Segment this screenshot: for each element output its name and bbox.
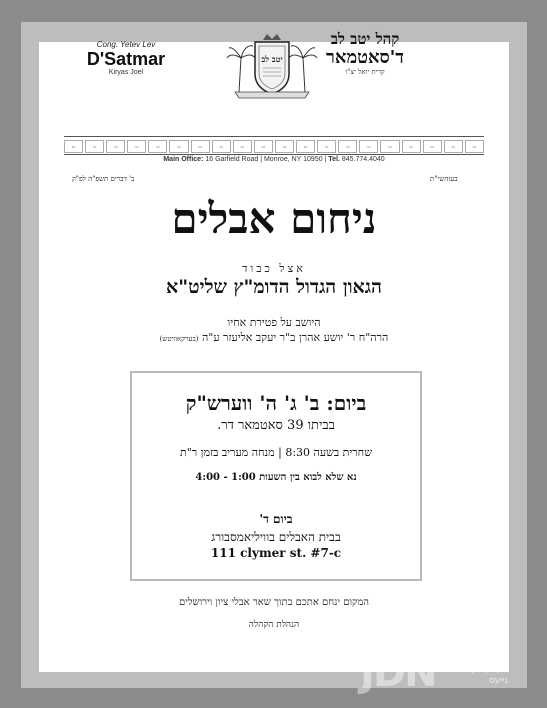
department-cell: ▭ — [85, 140, 104, 153]
office-tel: 845.774.4040 — [339, 156, 385, 163]
hebrew-date: ב' דברים תשפ"ה לפ"ק — [72, 175, 135, 183]
emblem-text: יטב לב — [261, 54, 283, 64]
office-address: 16 Garfield Road | Monroe, NY 10950 | — [203, 156, 329, 163]
department-cell: ▭ — [106, 140, 125, 153]
gaon-name: הגאון הגדול הדומ"ץ שליט"א — [166, 276, 382, 298]
header-rule-bottom — [64, 154, 484, 155]
jdn-tagline: אידיש טעלעפאן נייעס — [471, 654, 508, 686]
days-line: ביום: ב' ג' ה' ווערש"ק — [185, 391, 367, 415]
williamsburg-address: 111 clymer st. #7-c — [210, 546, 342, 560]
department-cell: ▭ — [254, 140, 273, 153]
tel-label: Tel. — [328, 156, 340, 163]
office-label: Main Office: — [163, 156, 204, 163]
congregation-label: Cong. Yetev Lev — [96, 40, 156, 49]
hanhala-signature: הנהלת הקהלה — [248, 620, 300, 630]
kiryas-yoel-hebrew: קרית יואל יצ"ו — [345, 68, 385, 76]
department-cell: ▭ — [127, 140, 146, 153]
hamakom-blessing: המקום ינחם אתכם בתוך שאר אבלי ציון וירושלים — [178, 597, 370, 608]
dsatmar-hebrew: ד'סאטמאר — [326, 47, 404, 68]
jdn-logo: JDN — [360, 650, 436, 696]
niftar-name: הרה"ח ר' יושע אהרן ב"ר יעקב אליעזר ע"ה — [201, 331, 389, 344]
department-cell: ▭ — [465, 140, 484, 153]
etzel-kavod: אצל כבוד — [242, 262, 306, 275]
department-cell: ▭ — [233, 140, 252, 153]
department-cell: ▭ — [212, 140, 231, 153]
notice-title: ניחום אבלים — [171, 194, 377, 243]
main-office-line — [64, 156, 484, 163]
department-cell: ▭ — [380, 140, 399, 153]
williamsburg-line: בבית האבלים בוויליאמסבורג — [211, 530, 341, 544]
department-cell: ▭ — [444, 140, 463, 153]
department-cell: ▭ — [191, 140, 210, 153]
niftar-family: (בערקאוויטש) — [159, 335, 199, 343]
department-cell: ▭ — [317, 140, 336, 153]
location-line: בביתו 39 סאטמאר דר. — [217, 418, 335, 433]
header-hebrew-block — [300, 30, 430, 76]
department-cell: ▭ — [148, 140, 167, 153]
department-cell: ▭ — [359, 140, 378, 153]
department-cell: ▭ — [402, 140, 421, 153]
prayer-times: שחרית בשעה 8:30 | מנחה מעריב בזמן ר"ת — [180, 446, 372, 459]
no-visit-hours: נא שלא לבוא בין השעות 1:00 - 4:00 — [195, 472, 357, 483]
yoshev-line: היושב על פטירת אחיו — [227, 316, 321, 329]
kiryas-joel-label: Kiryas Joel — [108, 69, 144, 76]
department-cell: ▭ — [169, 140, 188, 153]
departments-strip — [64, 140, 484, 153]
niftar-line — [60, 331, 488, 344]
besiyata-dishmaya: בעזהשי"ת — [430, 175, 458, 183]
department-cell: ▭ — [275, 140, 294, 153]
department-cell: ▭ — [64, 140, 83, 153]
department-cell: ▭ — [296, 140, 315, 153]
department-cell: ▭ — [338, 140, 357, 153]
header-rule-top — [64, 136, 484, 137]
wednesday-heading: ביום ד' — [259, 512, 293, 526]
kahal-yetev-lev: קהל יטב לב — [330, 30, 400, 48]
department-cell: ▭ — [423, 140, 442, 153]
satmar-title: D'Satmar — [86, 49, 166, 69]
jdn-watermark — [360, 650, 510, 700]
header-english-block — [60, 32, 192, 76]
